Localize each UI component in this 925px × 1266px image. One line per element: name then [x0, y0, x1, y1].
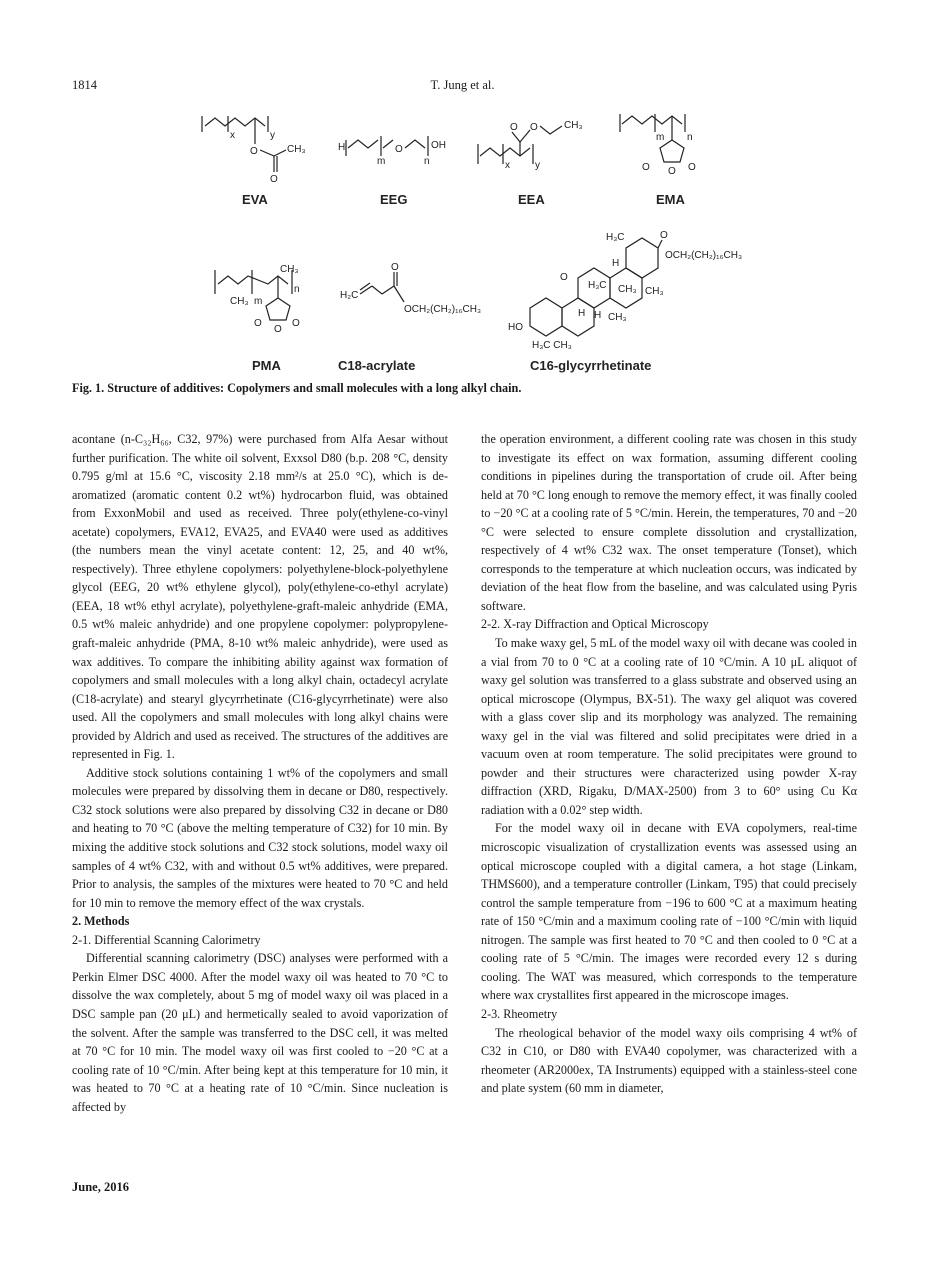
paragraph-dsc: Differential scanning calorimetry (DSC) analyses were performed with a Perkin Elmer DSC 4000. After the model waxy oil was heated to 70 °C to dissolve the wax completely, about 5 mg of model waxy oil was placed in a DSC sample pan (20 μL) and hermetically sealed to avoid vaporization of the solvent. After the sample was transferred to the DSC cell, it was melted at 70 °C for 10 min. The model waxy oil was first cooled to −20 °C at a cooling rate of 10 °C/min. After being kept at this temperature for 10 min, it was heated to 70 °C at a heating rate of 10 °C/min. Since nucleation is affected by [72, 951, 448, 1114]
svg-text:OCH₂(CH₂)₁₆CH₃: OCH₂(CH₂)₁₆CH₃ [665, 250, 743, 261]
svg-text:O: O [510, 122, 518, 133]
svg-text:CH₃: CH₃ [287, 144, 306, 155]
svg-text:O: O [254, 318, 262, 329]
svg-text:O: O [530, 122, 538, 133]
svg-text:OH: OH [431, 140, 446, 151]
svg-text:H: H [612, 258, 620, 269]
paragraph-microscopy: For the model waxy oil in decane with EVA copolymers, real-time microscopic visualization of crystallization events was assessed using an optical microscope coupled with a digital camera, a hot stage (Linkam, THMS600), and a temperature controller (Linkam, T95) that could precisely control the sample temperature from −196 to 600 °C at a maximum heating rate of 150 °C/min and a maximum cooling rate of −100 °C/min with liquid nitrogen. The sample was first heated to 70 °C and then cooled to 0 °C at a cooling rate of 5 °C/min. The images were recorded every 12 s during cooling. The WAT was measured, which corresponds to the temperature where wax crystallites first appeared in the microscope images. [481, 821, 857, 1003]
paragraph-dsc-continued: the operation environment, a different cooling rate was chosen in this study to investigate its effect on wax formation, assuming different cooling conditions in pipelines during the transportation of crude oil. After being held at 70 °C long enough to remove the memory effect, it was finally cooled to −20 °C at a cooling rate of 5 °C/min. Herein, the temperatures, 70 and −20 °C were selected to ensure complete dissolution and crystallization, respectively of 4 wt% C32 wax. The onset temperature (Tonset), which corresponds to the temperature at which nucleation occurs, was indicated by deviation of the heat flow from the baseline, and was calculated using Pyris software. [481, 432, 857, 613]
paragraph-stock-solutions: Additive stock solutions containing 1 wt% of the copolymers and small molecules were prepared by dissolving them in decane or D80, respectively. C32 stock solutions were also prepared by dissolving C32 in decane or D80 and heating to 70 °C (above the melting temperature of C32) for 10 min. By mixing the additive stock solutions and C32 stock solutions, model waxy oil samples of 4 wt% C32, with and without 0.5 wt% additives, were prepared. Prior to analysis, the samples of the mixtures were heated to 70 °C and held for 10 min to remove the memory effect of the wax crystals. [72, 765, 448, 910]
footer-date: June, 2016 [72, 1180, 129, 1194]
subsection-heading-dsc: 2-1. Differential Scanning Calorimetry [72, 932, 261, 947]
svg-text:x: x [230, 130, 235, 141]
svg-text:CH₃: CH₃ [230, 296, 249, 307]
label-pma: PMA [252, 358, 281, 373]
svg-text:O: O [250, 146, 258, 157]
svg-text:O: O [668, 166, 676, 177]
subsection-heading-xrd: 2-2. X-ray Diffraction and Optical Microscopy [481, 617, 709, 632]
svg-text:O: O [560, 272, 568, 283]
label-eea: EEA [518, 192, 545, 207]
svg-text:O: O [292, 318, 300, 329]
svg-text:H₃C CH₃: H₃C CH₃ [532, 340, 572, 351]
pma-structure [215, 264, 300, 335]
left-column [72, 430, 448, 1116]
svg-text:H₃C: H₃C [588, 280, 607, 291]
svg-text:O: O [642, 162, 650, 173]
running-head: T. Jung et al. [430, 78, 495, 92]
svg-text:O: O [270, 174, 278, 185]
svg-text:CH₃: CH₃ [608, 312, 627, 323]
svg-text:O: O [391, 262, 399, 273]
svg-text:OCH₂(CH₂)₁₆CH₃: OCH₂(CH₂)₁₆CH₃ [404, 304, 482, 315]
figure-caption: Fig. 1. Structure of additives: Copolymers and small molecules with a long alkyl chain. [72, 381, 522, 395]
svg-text:CH₃: CH₃ [564, 120, 583, 131]
c16-glycyrrhetinate-structure [508, 230, 742, 351]
svg-text:m: m [254, 296, 263, 307]
eeg-structure [338, 136, 446, 167]
svg-text:n: n [294, 284, 300, 295]
label-c18-acrylate: C18-acrylate [338, 358, 416, 373]
svg-text:CH₃: CH₃ [645, 286, 664, 297]
svg-text:CH₃: CH₃ [618, 284, 637, 295]
svg-text:H: H [338, 142, 346, 153]
eva-structure [202, 116, 306, 185]
label-ema: EMA [656, 192, 685, 207]
svg-text:y: y [535, 160, 540, 171]
section-heading-methods: 2. Methods [72, 914, 130, 929]
label-eeg: EEG [380, 192, 408, 207]
svg-text:m: m [377, 156, 386, 167]
structure-diagram [190, 108, 750, 380]
svg-text:H: H [578, 308, 586, 319]
svg-text:O: O [274, 324, 282, 335]
svg-text:CH₃: CH₃ [280, 264, 299, 275]
svg-text:H₂C: H₂C [340, 290, 359, 301]
label-c16-glycyrrhetinate: C16-glycyrrhetinate [530, 358, 652, 373]
eea-structure [478, 120, 583, 171]
paragraph-rheometry: The rheological behavior of the model waxy oils comprising 4 wt% of C32 in C10, or D80 with EVA40 copolymer, was characterized with a rheometer (AR2000ex, TA Instruments) equipped with a stainless-steel cone and plate system (60 mm in diameter, [481, 1025, 857, 1096]
c18-acrylate-structure [340, 262, 481, 315]
svg-text:n: n [424, 156, 430, 167]
label-eva: EVA [242, 192, 268, 207]
svg-text:x: x [505, 160, 510, 171]
right-column [481, 430, 857, 1098]
svg-text:m: m [656, 132, 665, 143]
svg-text:H₃C: H₃C [606, 232, 625, 243]
paragraph-xrd: To make waxy gel, 5 mL of the model waxy oil with decane was cooled in a vial from 70 to 0 °C at a cooling rate of 10 °C/min. A 10 μL aliquot of waxy gel solution was transferred to a glass substrate and observed using an optical microscope (Olympus, BX-51). The waxy gel aliquot was covered with a glass cover slip and its morphology was analyzed. The remaining waxy gel in the vial was filtered and solid precipitates were dried in a vacuum oven at room temperature. The solid precipitates were ground to powder and their structures were characterized using powder X-ray diffraction (XRD, Rigaku, D/MAX-2500) from 3 to 60° using Cu Kα radiation with a 0.02° step width. [481, 636, 857, 817]
paragraph-materials: acontane (n-C₃₂H₆₆, C32, 97%) were purchased from Alfa Aesar without further purification. The white oil solvent, Exxsol D80 (b.p. 208 °C, density 0.795 g/ml at 15.6 °C, viscosity 2.18 mm²/s at 25.0 °C), which is de-aromatized (aromatic content 0.2 wt%) hydrocarbon fluid, was obtained from ExxonMobil and used as received. Three poly(ethylene-co-vinyl acetate) copolymers, EVA12, EVA25, and EVA40 were used as additives (the numbers mean the vinyl acetate content: 12, 25, and 40 wt%, respectively). Three ethylene copolymers: polyethylene-block-polyethylene glycol (EEG, 20 wt% ethylene glycol), poly(ethylene-co-ethyl acrylate) (EEA, 18 wt% ethyl acrylate), polyethylene-graft-maleic anhydride (EMA, 0.5 wt% maleic anhydride) and one propylene copolymer: polypropylene-graft-maleic anhydride (PMA, 8-10 wt% maleic anhydride), were used as wax additives. To compare the inhibiting ability against wax formation of copolymers and small molecules with a long alkyl chain, octadecyl acrylate (C18-acrylate) and stearyl glycyrrhetinate (C16-glycyrrhetinate) were also used. All the copolymers and small molecules with long alkyl chains were provided by Aldrich and used as received. The structures of the additives are represented in Fig. 1. [72, 432, 448, 762]
svg-text:HO: HO [508, 322, 523, 333]
svg-text:O: O [395, 144, 403, 155]
svg-text:O: O [660, 230, 668, 241]
additive-structures-figure [190, 108, 750, 380]
svg-text:H: H [594, 310, 602, 321]
ema-structure [620, 114, 696, 177]
subsection-heading-rheometry: 2-3. Rheometry [481, 1006, 558, 1021]
svg-text:n: n [687, 132, 693, 143]
page-number: 1814 [72, 78, 97, 92]
svg-text:O: O [688, 162, 696, 173]
svg-text:y: y [270, 130, 275, 141]
